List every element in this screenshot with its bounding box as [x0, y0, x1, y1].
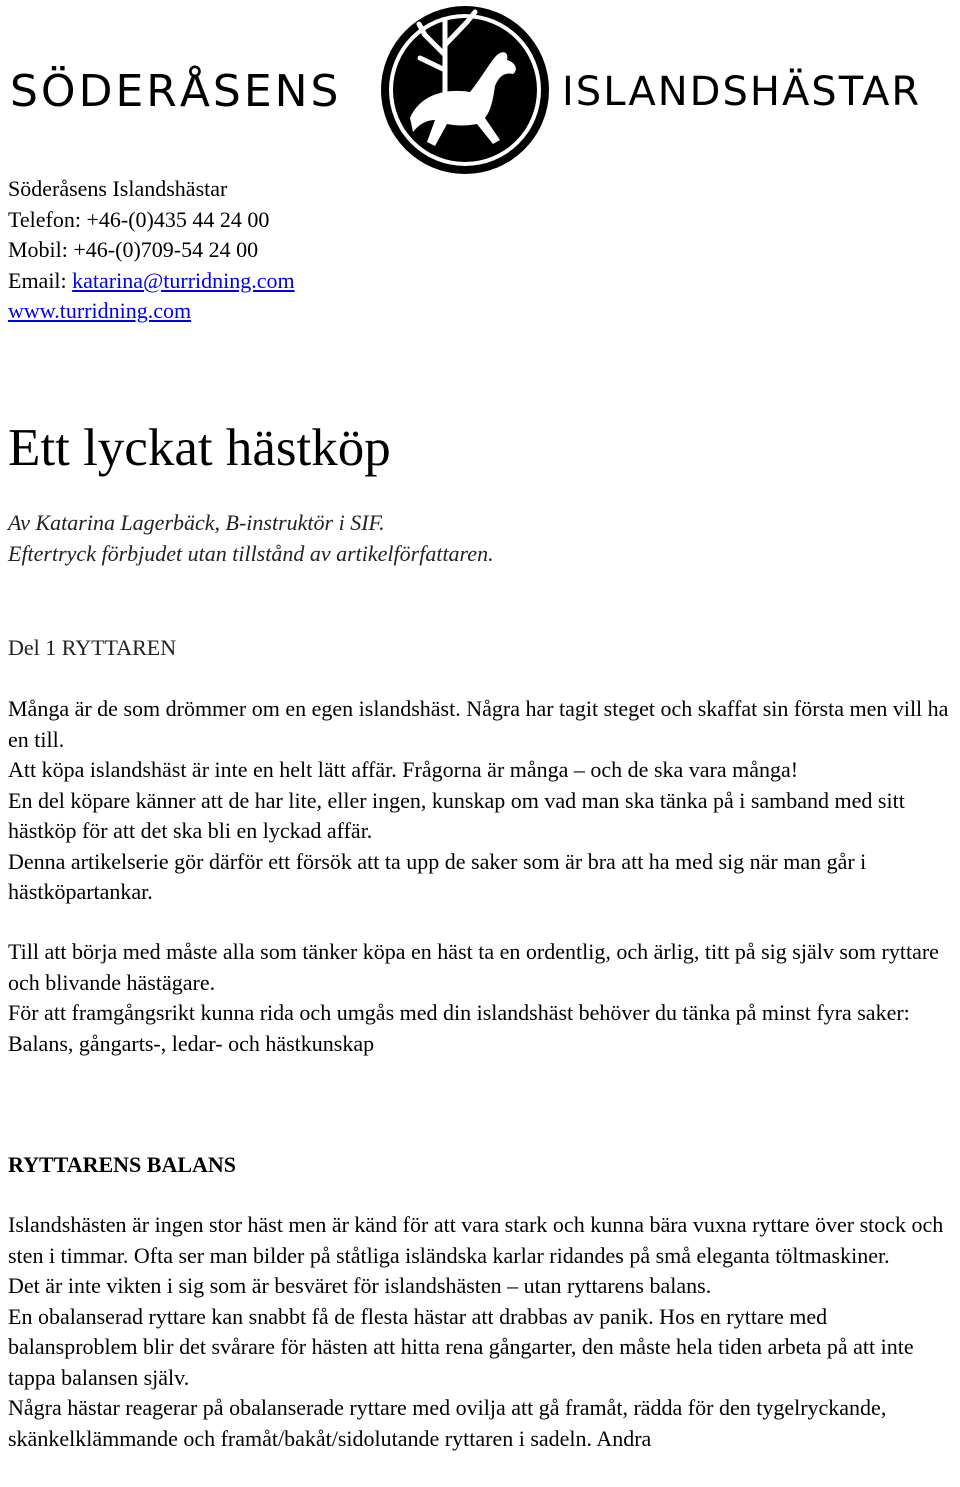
contact-mobile: Mobil: +46-(0)709-54 24 00: [8, 237, 259, 262]
logo-left-text: SÖDERÅSENS: [10, 66, 342, 117]
second-text: [8, 937, 953, 1059]
intro-paragraph: Många är de som drömmer om en egen islandshäst. Några har tagit steget och skaffat sin första men vill ha en till.: [8, 696, 949, 752]
contact-website-link[interactable]: www.turridning.com: [8, 298, 192, 323]
intro-paragraph: En del köpare känner att de har lite, eller ingen, kunskap om vad man ska tänka på i samband med sitt hästköp för att det ska bli en lyckad affär.: [8, 787, 905, 843]
contact-email-label: Email:: [8, 267, 73, 293]
logo-right-text: ISLANDSHÄSTAR: [562, 69, 922, 115]
balance-paragraph: En obalanserad ryttare kan snabbt få de flesta hästar att drabbas av panik. Hos en ryttare med balansproblem blir det svårare för hästen att hitta rena gångarter, den måste hela tiden arbeta på att inte tappa balansen själv.: [8, 1303, 914, 1390]
contact-block: [8, 174, 295, 327]
contact-email-link[interactable]: katarina@turridning.com: [72, 267, 295, 293]
balance-text: [8, 1210, 953, 1454]
balance-paragraph: Några hästar reagerar på obalanserade ryttare med ovilja att gå framåt, rädda för den tygelryckande, skänkelklämmande och framåt/bakåt/sidolutande ryttaren i sadeln. Andra: [8, 1395, 887, 1451]
contact-phone: Telefon: +46-(0)435 44 24 00: [8, 206, 270, 232]
balance-heading: RYTTARENS BALANS: [8, 1152, 237, 1177]
contact-name: Söderåsens Islandshästar: [8, 176, 228, 201]
article-byline: [8, 508, 494, 569]
body-paragraph: Till att börja med måste alla som tänker köpa en häst ta en ordentlig, och ärlig, titt på sig själv som ryttare och blivande hästägare.: [8, 939, 939, 995]
horse-tree-emblem-icon: [375, 0, 555, 180]
balance-paragraph: Islandshästen är ingen stor häst men är känd för att vara stark och kunna bära vuxna ryttare över stock och sten i timmar. Ofta ser man bilder på ståtliga isländska karlar ridandes på små eleganta töltmaskiner.: [8, 1212, 944, 1268]
balance-paragraph: Det är inte vikten i sig som är besväret för islandshästen – utan ryttarens balans.: [8, 1273, 712, 1298]
article-title: Ett lyckat hästköp: [8, 419, 391, 477]
intro-text: [8, 694, 953, 908]
intro-paragraph: Att köpa islandshäst är inte en helt lätt affär. Frågorna är många – och de ska vara många!: [8, 757, 799, 782]
body-paragraph: För att framgångsrikt kunna rida och umgås med din islandshäst behöver du tänka på minst fyra saker: Balans, gångarts-, ledar- och hästkunskap: [8, 1000, 910, 1056]
intro-paragraph: Denna artikelserie gör därför ett försök att ta upp de saker som är bra att ha med sig när man går i hästköpartankar.: [8, 848, 867, 904]
contact-email-line: [8, 266, 295, 297]
byline-author: Av Katarina Lagerbäck, B-instruktör i SIF.: [8, 510, 385, 535]
byline-copyright: Eftertryck förbjudet utan tillstånd av artikelförfattaren.: [8, 540, 494, 566]
part-heading: Del 1 RYTTAREN: [8, 635, 177, 660]
